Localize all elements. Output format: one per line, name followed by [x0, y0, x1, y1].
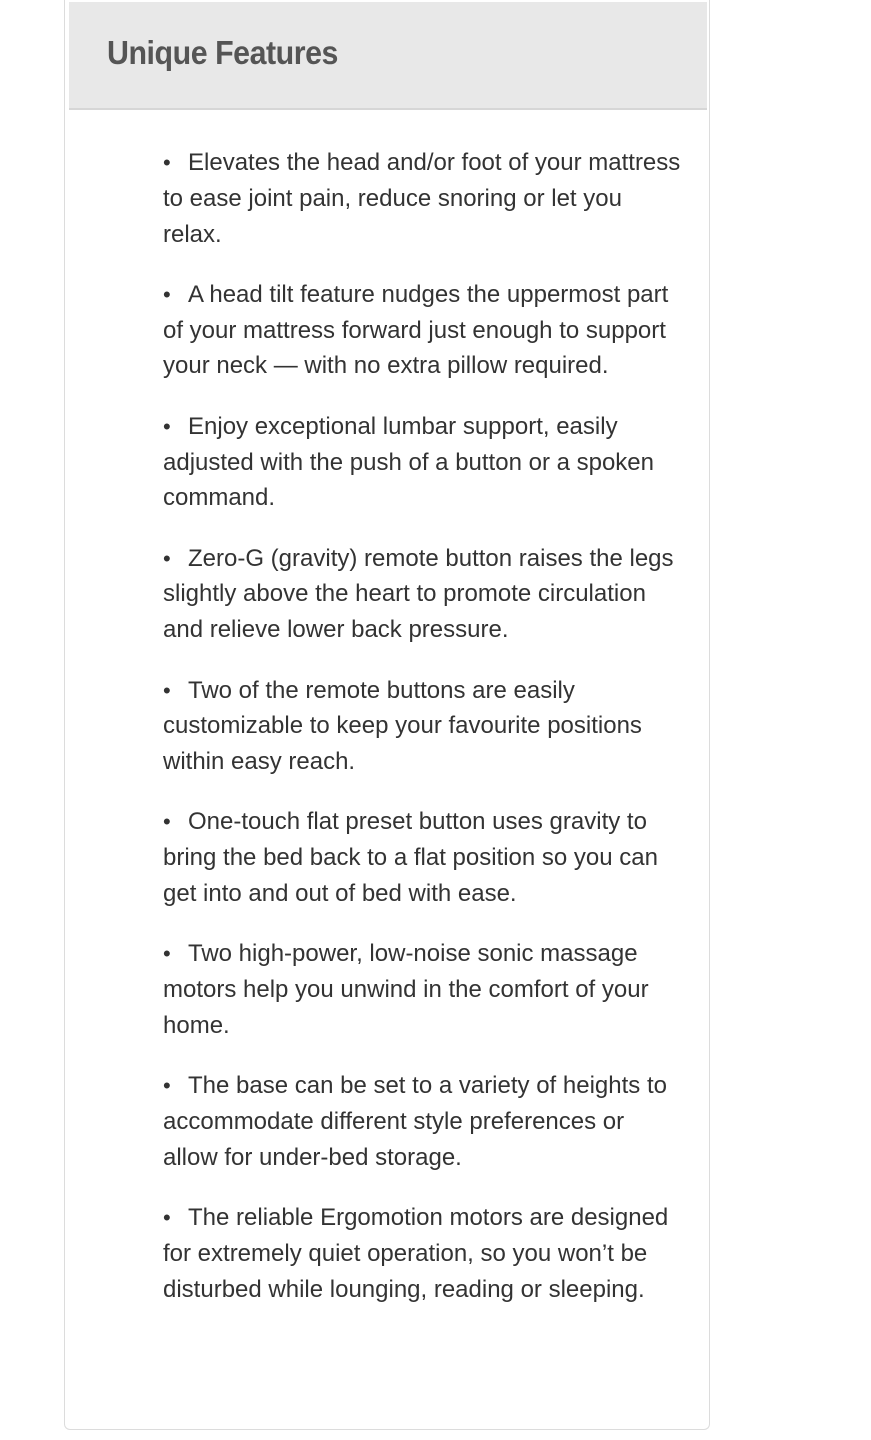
feature-text: The base can be set to a variety of heights to accommodate different style preferences or allow for under-bed storage.	[163, 1072, 667, 1171]
unique-features-panel	[64, 0, 710, 1430]
feature-item	[163, 541, 683, 648]
feature-item	[163, 804, 683, 911]
panel-header	[69, 2, 707, 110]
feature-text: One-touch flat preset button uses gravity to bring the bed back to a flat position so you can get into and out of bed with ease.	[163, 808, 658, 908]
section-title: Unique Features	[107, 34, 338, 71]
bullet-icon: •	[163, 413, 171, 439]
feature-text: The reliable Ergomotion motors are designed for extremely quiet operation, so you won’t be disturbed while lounging, reading or sleeping.	[163, 1204, 669, 1303]
bullet-icon: •	[163, 545, 171, 571]
feature-text: Zero-G (gravity) remote button raises the legs slightly above the heart to promote circulation and relieve lower back pressure.	[163, 544, 674, 644]
feature-item	[163, 936, 683, 1043]
feature-item	[163, 1200, 683, 1307]
features-list	[163, 145, 683, 1332]
bullet-icon: •	[163, 150, 171, 175]
feature-text: A head tilt feature nudges the uppermost part of your mattress forward just enough to support your neck — with no extra pillow required.	[163, 280, 669, 380]
feature-item	[163, 673, 683, 780]
feature-item	[163, 145, 683, 252]
feature-item	[163, 1068, 683, 1175]
feature-item	[163, 409, 683, 516]
feature-text: Elevates the head and/or foot of your mattress to ease joint pain, reduce snoring or let you relax.	[163, 149, 681, 248]
feature-item	[163, 277, 683, 384]
bullet-icon: •	[163, 1205, 171, 1231]
feature-text: Enjoy exceptional lumbar support, easily adjusted with the push of a button or a spoken command.	[163, 412, 655, 512]
bullet-icon: •	[163, 281, 171, 307]
feature-text: Two high-power, low-noise sonic massage motors help you unwind in the comfort of your home.	[163, 940, 649, 1039]
feature-text: Two of the remote buttons are easily customizable to keep your favourite positions within easy reach.	[163, 676, 642, 776]
bullet-icon: •	[163, 809, 171, 835]
bullet-icon: •	[163, 677, 171, 703]
bullet-icon: •	[163, 1073, 171, 1099]
bullet-icon: •	[163, 941, 171, 967]
